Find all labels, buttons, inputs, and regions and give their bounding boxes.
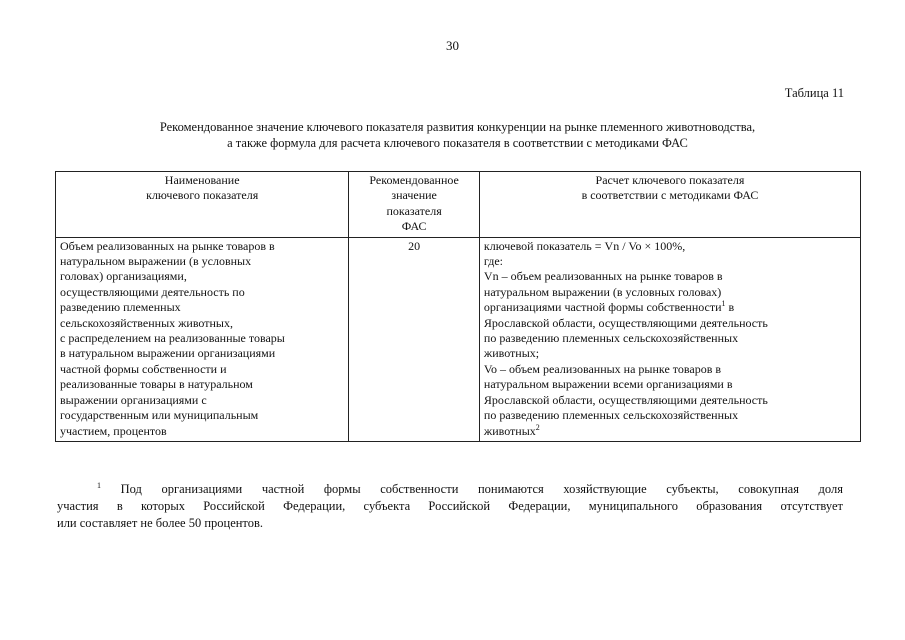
formula-line: натуральном выражении (в условных головах): [483, 284, 722, 299]
cell-line: государственным или муниципальным: [60, 408, 259, 423]
header-line: значение: [391, 188, 437, 203]
formula-line: Ярославской области, осуществляющими деятельность: [483, 392, 768, 407]
indicator-name-cell: [56, 237, 349, 441]
formula-line: по разведению племенных сельскохозяйственных: [483, 408, 739, 423]
footnote-marker: 1: [97, 480, 101, 490]
cell-line: сельскохозяйственных животных,: [60, 315, 233, 330]
recommended-value-cell: 20: [349, 237, 480, 441]
table-caption: [55, 119, 860, 151]
header-recommended-value: [349, 172, 480, 238]
footnote-line: [57, 481, 843, 498]
cell-line: разведению племенных: [60, 300, 181, 315]
formula-line: ключевой показатель = Vn / Vo × 100%,: [483, 238, 686, 253]
formula-line: по разведению племенных сельскохозяйственных: [483, 331, 739, 346]
formula-line: Vo – объем реализованных на рынке товаров в: [483, 361, 722, 376]
formula-text: животных: [483, 423, 536, 438]
formula-line: где:: [483, 254, 503, 269]
formula-line: [484, 424, 856, 439]
formula-line: [484, 300, 856, 315]
cell-line: частной формы собственности и: [60, 361, 227, 376]
header-calculation: [479, 172, 860, 238]
header-line: ФАС: [401, 219, 427, 234]
cell-line: с распределением на реализованные товары: [60, 331, 285, 346]
formula-line: натуральном выражении всеми организациями в: [483, 377, 733, 392]
cell-line: Объем реализованных на рынке товаров в: [60, 238, 275, 253]
header-line: Расчет ключевого показателя: [595, 173, 745, 187]
header-line: в соответствии с методиками ФАС: [581, 188, 759, 203]
footnote-reference: 2: [535, 422, 540, 432]
cell-line: реализованные товары в натуральном: [60, 377, 253, 392]
page-number: 30: [446, 38, 459, 53]
formula-line: Vn – объем реализованных на рынке товаров в: [483, 269, 723, 284]
footnote-reference: 1: [721, 299, 726, 309]
calculation-cell: [479, 237, 860, 441]
header-line: Рекомендованное: [369, 173, 459, 187]
cell-line: участием, процентов: [60, 423, 167, 438]
formula-text: в: [725, 300, 735, 315]
footnote-text: Под организациями частной формы собственности понимаются хозяйствующие субъекты, совокупная доля: [101, 482, 843, 496]
table-header-row: [56, 172, 861, 238]
cell-line: выражении организациями с: [60, 392, 207, 407]
header-line: ключевого показателя: [146, 188, 259, 203]
key-indicator-table: [55, 171, 861, 442]
formula-text: организациями частной формы собственности: [483, 300, 722, 315]
footnote-line: или составляет не более 50 процентов.: [57, 516, 264, 530]
formula-line: Ярославской области, осуществляющими деятельность: [483, 315, 768, 330]
table-row: [56, 237, 861, 441]
footnote: [57, 481, 843, 532]
header-line: показателя: [386, 203, 442, 218]
header-line: Наименование: [164, 173, 240, 187]
cell-line: осуществляющими деятельность по: [60, 284, 245, 299]
cell-line: головах) организациями,: [60, 269, 187, 284]
table-label: Таблица 11: [784, 86, 844, 100]
caption-line: Рекомендованное значение ключевого показателя развития конкуренции на рынке племенного животноводства,: [159, 120, 756, 134]
caption-line: а также формула для расчета ключевого показателя в соответствии с методиками ФАС: [227, 136, 688, 150]
formula-line: животных;: [483, 346, 540, 361]
header-indicator-name: [56, 172, 349, 238]
footnote-line: участия в которых Российской Федерации, субъекта Российской Федерации, муниципального образования отсутствует: [57, 499, 843, 513]
cell-line: натуральном выражении (в условных: [60, 254, 252, 269]
cell-line: в натуральном выражении организациями: [60, 346, 276, 361]
